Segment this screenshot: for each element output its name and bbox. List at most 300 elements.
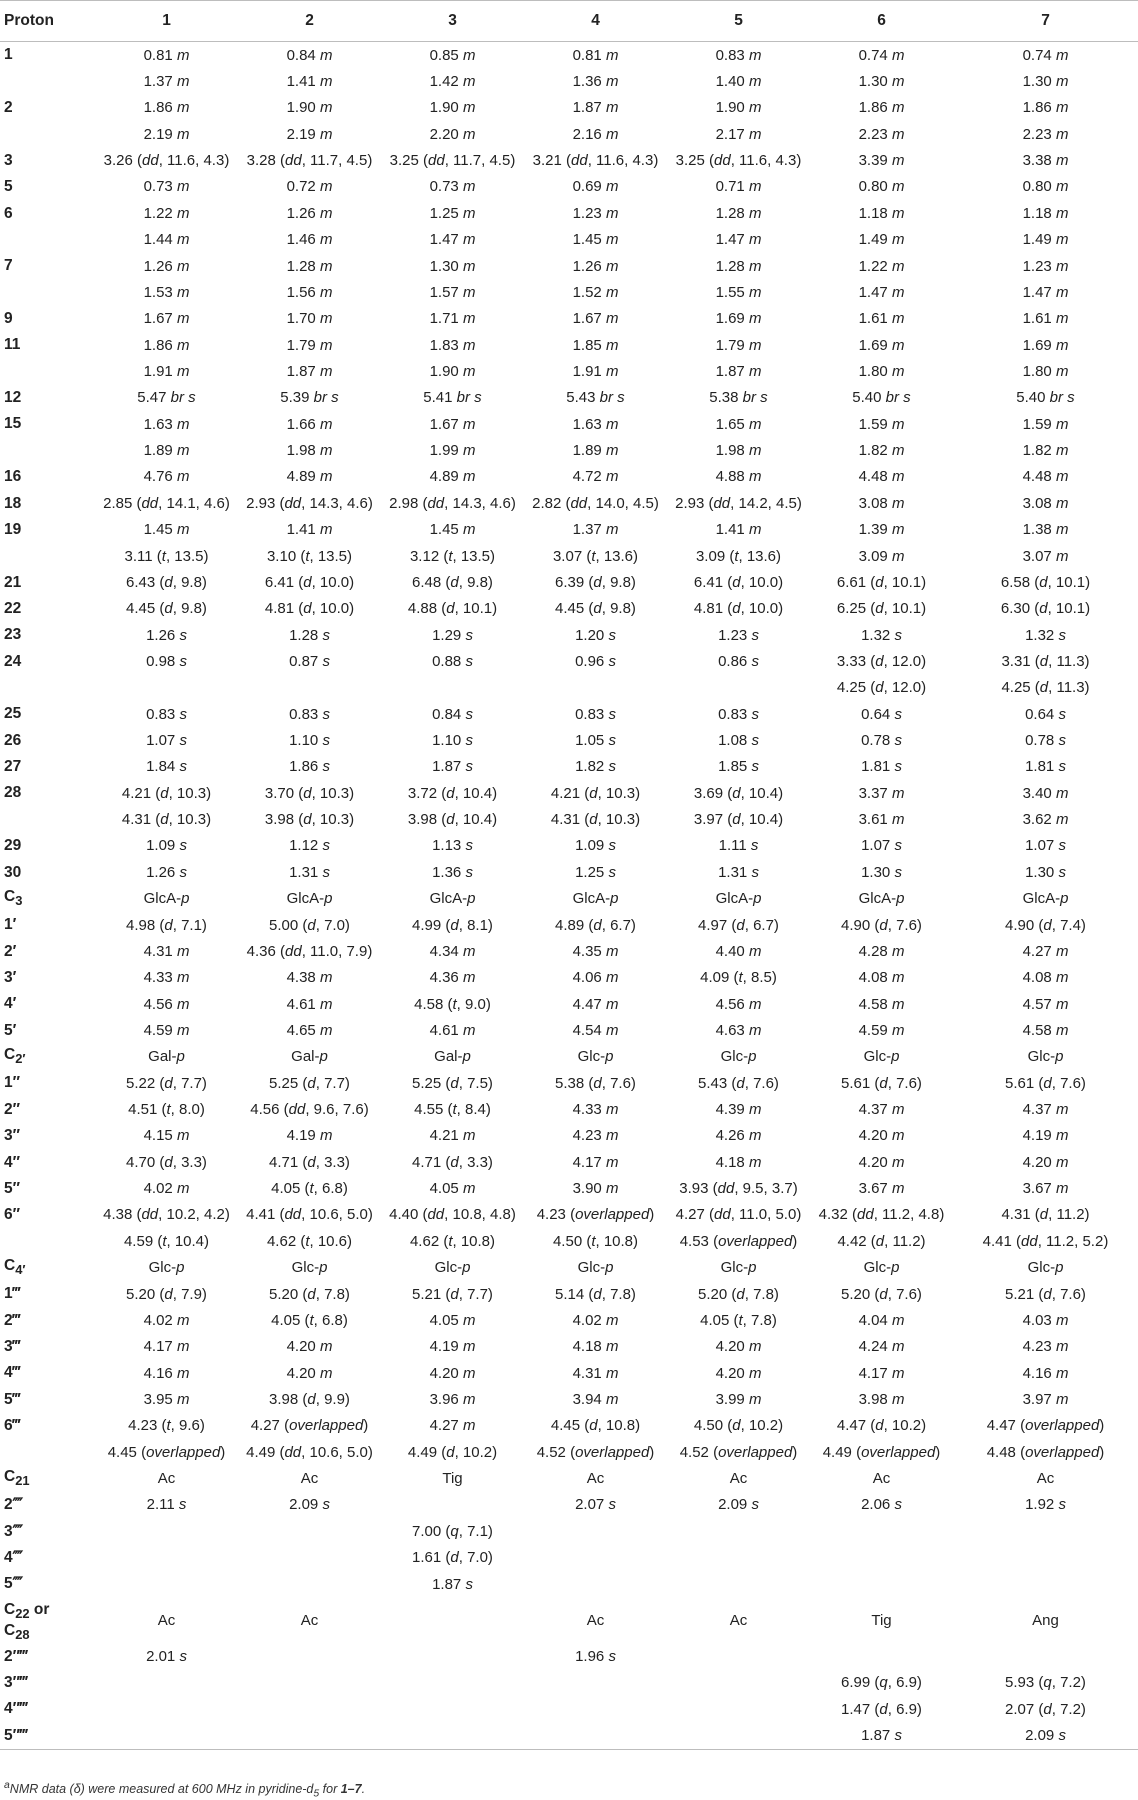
table-row — [0, 464, 1138, 490]
shift-cell: 2.16 m — [572, 125, 619, 143]
proton-label — [0, 1228, 95, 1254]
shift-cell: 3.08 m — [858, 494, 905, 512]
shift-cell: 1.20 s — [575, 626, 616, 644]
shift-cell: 2.93 (dd, 14.2, 4.5) — [675, 494, 802, 512]
shift-cell: 5.43 (d, 7.6) — [698, 1074, 779, 1092]
shift-cell: 6.48 (d, 9.8) — [412, 573, 493, 591]
shift-cell: 4.19 m — [1022, 1127, 1069, 1145]
proton-label: 21 — [4, 573, 22, 591]
proton-label: 5 — [4, 178, 13, 196]
shift-cell: 3.21 (dd, 11.6, 4.3) — [532, 152, 659, 170]
shift-cell: 5.93 (q, 7.2) — [1005, 1674, 1086, 1692]
shift-cell: 4.52 (overlapped) — [536, 1443, 655, 1461]
shift-cell: 4.05 m — [429, 1311, 476, 1329]
shift-cell: Ac — [300, 1470, 319, 1488]
shift-cell: 4.33 m — [572, 1101, 619, 1119]
shift-cell: 1.39 m — [858, 521, 905, 539]
shift-cell: 4.49 (dd, 10.6, 5.0) — [246, 1443, 373, 1461]
shift-cell — [953, 1643, 1138, 1669]
proton-label — [0, 121, 95, 147]
shift-cell: Glc-p — [577, 1259, 614, 1277]
footnote: $^a$NMR data (δ) were measured at 600 MHz in pyridine-$d_5$ for 1–7. — [4, 1780, 366, 1800]
shift-cell: 5.38 br s — [709, 389, 768, 407]
shift-cell: 1.31 s — [718, 863, 759, 881]
shift-cell: 4.36 (dd, 11.0, 7.9) — [246, 942, 373, 960]
table-row — [0, 516, 1138, 542]
shift-cell: 1.32 s — [861, 626, 902, 644]
shift-cell: 1.30 s — [861, 863, 902, 881]
shift-cell: 5.14 (d, 7.8) — [555, 1285, 636, 1303]
shift-cell: 1.69 m — [1022, 336, 1069, 354]
shift-cell: 4.48 m — [858, 468, 905, 486]
shift-cell: 3.95 m — [143, 1391, 190, 1408]
shift-cell: 2.01 s — [146, 1647, 187, 1665]
shift-cell: 1.65 m — [715, 415, 762, 433]
shift-cell — [95, 1669, 238, 1695]
shift-cell: 1.90 m — [286, 99, 333, 117]
shift-cell — [381, 1722, 524, 1749]
shift-cell: 5.20 (d, 7.6) — [841, 1285, 922, 1303]
shift-cell — [524, 1544, 667, 1570]
shift-cell: 2.20 m — [429, 125, 476, 143]
shift-cell — [953, 1518, 1138, 1544]
shift-cell: 1.82 m — [1022, 442, 1069, 460]
proton-label: 3‴ — [4, 1338, 21, 1356]
shift-cell: 1.57 m — [429, 283, 476, 301]
shift-cell — [238, 1643, 381, 1669]
shift-cell: 1.40 m — [715, 73, 762, 91]
shift-cell: 5.47 br s — [137, 389, 196, 407]
shift-cell: 1.79 m — [715, 336, 762, 354]
shift-cell: 1.90 m — [429, 362, 476, 380]
table-row — [0, 121, 1138, 147]
shift-cell: 5.61 (d, 7.6) — [1005, 1074, 1086, 1092]
shift-cell: 4.72 m — [572, 468, 619, 486]
shift-cell: 1.87 m — [286, 362, 333, 380]
shift-cell: 4.63 m — [715, 1021, 762, 1039]
shift-cell: 4.38 (dd, 10.2, 4.2) — [103, 1206, 230, 1224]
proton-label — [0, 675, 95, 701]
shift-cell: 4.24 m — [858, 1338, 905, 1356]
shift-cell: 4.31 m — [143, 942, 190, 960]
shift-cell: GlcA-p — [286, 890, 333, 908]
shift-cell: 0.71 m — [715, 178, 762, 196]
table-row — [0, 1070, 1138, 1096]
shift-cell: 4.45 (d, 9.8) — [126, 600, 207, 618]
shift-cell: 0.83 s — [575, 705, 616, 723]
proton-label: 4⁗ — [4, 1548, 23, 1566]
shift-cell: 4.02 m — [572, 1311, 619, 1329]
shift-cell: 3.72 (d, 10.4) — [407, 784, 498, 802]
shift-cell: 4.76 m — [143, 468, 190, 486]
shift-cell: 2.23 m — [1022, 125, 1069, 143]
shift-cell: Tig — [871, 1611, 892, 1629]
shift-cell: 4.97 (d, 6.7) — [698, 916, 779, 934]
proton-label — [0, 1439, 95, 1465]
shift-cell: 4.37 m — [1022, 1101, 1069, 1119]
shift-cell: 6.58 (d, 10.1) — [1000, 573, 1091, 591]
shift-cell: 0.74 m — [858, 46, 905, 64]
shift-cell: 3.67 m — [858, 1180, 905, 1198]
shift-cell: 2.09 s — [953, 1722, 1138, 1749]
shift-cell: 4.34 m — [429, 942, 476, 960]
shift-cell: 0.98 s — [146, 652, 187, 670]
shift-cell: 1.44 m — [143, 231, 190, 249]
shift-cell: 3.08 m — [1022, 494, 1069, 512]
shift-cell: 1.86 m — [143, 99, 190, 117]
shift-cell: 1.26 m — [143, 257, 190, 275]
shift-cell: 1.32 s — [1025, 626, 1066, 644]
shift-cell: 4.39 m — [715, 1101, 762, 1119]
shift-cell: 1.47 m — [1022, 283, 1069, 301]
shift-cell: 1.26 s — [146, 863, 187, 881]
shift-cell: 4.25 (d, 11.3) — [1001, 679, 1090, 697]
shift-cell: 4.27 m — [429, 1417, 476, 1435]
proton-label: 24 — [4, 652, 22, 670]
shift-cell: 1.67 m — [429, 415, 476, 433]
shift-cell: 1.46 m — [286, 231, 333, 249]
shift-cell: Ac — [157, 1470, 176, 1488]
shift-cell: 4.45 (d, 10.8) — [550, 1417, 641, 1435]
table-row — [0, 147, 1138, 173]
shift-cell: 1.84 s — [146, 758, 187, 776]
table-row — [0, 1544, 1138, 1570]
shift-cell: 2.93 (dd, 14.3, 4.6) — [246, 494, 373, 512]
proton-label: 1 — [4, 46, 13, 64]
shift-cell: 4.88 m — [715, 468, 762, 486]
shift-cell: 0.83 s — [146, 705, 187, 723]
proton-label: 1‴ — [4, 1285, 21, 1303]
shift-cell: 4.89 m — [429, 468, 476, 486]
shift-cell: 4.31 (d, 10.3) — [121, 811, 212, 829]
header-compound-4: 4 — [524, 1, 667, 42]
table-row — [0, 200, 1138, 226]
shift-cell: 4.41 (dd, 10.6, 5.0) — [246, 1206, 373, 1224]
shift-cell: 4.47 (overlapped) — [986, 1417, 1105, 1435]
shift-cell: 5.43 br s — [566, 389, 625, 407]
shift-cell: 4.35 m — [572, 942, 619, 960]
shift-cell: 1.13 s — [432, 837, 473, 855]
table-row — [0, 912, 1138, 938]
shift-cell — [810, 1544, 953, 1570]
shift-cell: 1.49 m — [858, 231, 905, 249]
shift-cell: 1.47 m — [715, 231, 762, 249]
shift-cell: 1.07 s — [1025, 837, 1066, 855]
shift-cell: 4.18 m — [572, 1338, 619, 1356]
proton-label: 30 — [4, 863, 22, 881]
proton-label: 26 — [4, 731, 22, 749]
shift-cell: 0.84 s — [432, 705, 473, 723]
shift-cell: 4.16 m — [143, 1364, 190, 1382]
shift-cell: 0.81 m — [143, 46, 190, 64]
shift-cell: 3.93 (dd, 9.5, 3.7) — [679, 1180, 798, 1198]
shift-cell: 0.64 s — [861, 705, 902, 723]
table-row — [0, 1360, 1138, 1386]
shift-cell: 1.92 s — [1025, 1496, 1066, 1514]
shift-cell: 1.08 s — [718, 732, 759, 750]
shift-cell: 1.23 m — [572, 204, 619, 222]
shift-cell: Ac — [300, 1611, 319, 1629]
shift-cell: 4.21 (d, 10.3) — [550, 784, 641, 802]
shift-cell: 1.55 m — [715, 283, 762, 301]
shift-cell: 2.85 (dd, 14.1, 4.6) — [103, 494, 230, 512]
shift-cell: 1.67 m — [572, 310, 619, 328]
shift-cell: 4.48 (overlapped) — [986, 1443, 1105, 1461]
shift-cell — [238, 1696, 381, 1722]
shift-cell: 1.85 m — [572, 336, 619, 354]
table-header — [0, 1, 1138, 42]
shift-cell: 4.89 (d, 6.7) — [555, 916, 636, 934]
shift-cell: 4.88 (d, 10.1) — [407, 600, 498, 618]
shift-cell: 3.69 (d, 10.4) — [693, 784, 784, 802]
shift-cell: 6.30 (d, 10.1) — [1000, 600, 1091, 618]
shift-cell: 5.40 br s — [1016, 389, 1075, 407]
shift-cell: 4.70 (d, 3.3) — [126, 1153, 207, 1171]
shift-cell — [667, 1722, 810, 1749]
shift-cell: 1.47 (d, 6.9) — [841, 1700, 922, 1718]
table-row — [0, 1017, 1138, 1043]
shift-cell: 4.59 (t, 10.4) — [123, 1232, 210, 1250]
table-row — [0, 1413, 1138, 1439]
shift-cell: 5.38 (d, 7.6) — [555, 1074, 636, 1092]
table-row — [0, 332, 1138, 358]
shift-cell: 1.22 m — [143, 204, 190, 222]
shift-cell: 4.20 m — [858, 1127, 905, 1145]
shift-cell: 4.56 m — [715, 995, 762, 1013]
shift-cell: 2.09 s — [718, 1496, 759, 1514]
proton-label: 16 — [4, 468, 22, 486]
shift-cell: 4.05 (t, 6.8) — [271, 1180, 348, 1198]
table-row — [0, 965, 1138, 991]
shift-cell: 3.10 (t, 13.5) — [266, 547, 353, 565]
shift-cell: 1.59 m — [858, 415, 905, 433]
table-row — [0, 833, 1138, 859]
shift-cell: 1.56 m — [286, 283, 333, 301]
shift-cell — [95, 675, 238, 701]
shift-cell: 1.28 m — [715, 257, 762, 275]
shift-cell: 4.20 m — [429, 1364, 476, 1382]
shift-cell: Ac — [729, 1470, 748, 1488]
shift-cell: 1.25 m — [429, 204, 476, 222]
shift-cell: 1.31 s — [289, 863, 330, 881]
shift-cell: 1.82 m — [858, 442, 905, 460]
shift-cell: 4.55 (t, 8.4) — [414, 1101, 491, 1119]
shift-cell: 3.62 m — [1022, 811, 1069, 829]
shift-cell: 4.09 (t, 8.5) — [700, 969, 777, 987]
shift-cell: 4.38 m — [286, 969, 333, 987]
table-row — [0, 569, 1138, 595]
shift-cell: Ac — [586, 1470, 605, 1488]
table-row — [0, 806, 1138, 832]
shift-cell: 3.99 m — [715, 1391, 762, 1408]
shift-cell: 4.49 (overlapped) — [822, 1443, 941, 1461]
shift-cell: 1.10 s — [289, 732, 330, 750]
proton-label: 3⁗ — [4, 1522, 23, 1540]
shift-cell: 4.05 m — [429, 1180, 476, 1198]
shift-cell: 1.61 m — [1022, 310, 1069, 328]
shift-cell: 1.66 m — [286, 415, 333, 433]
shift-cell: 1.89 m — [572, 442, 619, 460]
shift-cell: Gal-p — [291, 1048, 328, 1066]
shift-cell: Glc-p — [1027, 1048, 1064, 1066]
shift-cell: 0.80 m — [858, 178, 905, 196]
shift-cell: 1.96 s — [575, 1647, 616, 1665]
table-row — [0, 174, 1138, 200]
shift-cell: 4.15 m — [143, 1127, 190, 1145]
shift-cell: Glc-p — [863, 1259, 900, 1277]
shift-cell: 1.87 s — [432, 758, 473, 776]
shift-cell: GlcA-p — [572, 890, 619, 908]
header-compound-6: 6 — [810, 1, 953, 42]
shift-cell: 5.25 (d, 7.7) — [269, 1074, 350, 1092]
shift-cell — [810, 1518, 953, 1544]
shift-cell — [524, 1696, 667, 1722]
shift-cell: Glc-p — [148, 1259, 185, 1277]
shift-cell: 4.47 m — [572, 995, 619, 1013]
shift-cell: 4.90 (d, 7.6) — [841, 916, 922, 934]
table-row — [0, 886, 1138, 912]
shift-cell — [667, 1669, 810, 1695]
shift-cell: 4.03 m — [1022, 1311, 1069, 1329]
table-row — [0, 1696, 1138, 1722]
shift-cell: 0.78 s — [1025, 732, 1066, 750]
shift-cell: 6.41 (d, 10.0) — [264, 573, 355, 591]
shift-cell: 4.23 m — [572, 1127, 619, 1145]
proton-label: 2″ — [4, 1100, 21, 1118]
shift-cell: 1.86 m — [143, 336, 190, 354]
shift-cell: 3.97 (d, 10.4) — [693, 811, 784, 829]
shift-cell: 4.65 m — [286, 1021, 333, 1039]
shift-cell: Glc-p — [720, 1048, 757, 1066]
shift-cell: 1.61 (d, 7.0) — [412, 1549, 493, 1567]
shift-cell: 4.02 m — [143, 1311, 190, 1329]
shift-cell: Glc-p — [1027, 1259, 1064, 1277]
shift-cell: 5.20 (d, 7.8) — [698, 1285, 779, 1303]
proton-label: 11 — [4, 336, 21, 354]
shift-cell: 0.83 s — [289, 705, 330, 723]
shift-cell: 1.79 m — [286, 336, 333, 354]
proton-label — [0, 543, 95, 569]
shift-cell: 3.26 (dd, 11.6, 4.3) — [103, 152, 230, 170]
table-row — [0, 1255, 1138, 1281]
shift-cell: Ac — [872, 1470, 891, 1488]
proton-label — [0, 806, 95, 832]
shift-cell: GlcA-p — [143, 890, 190, 908]
shift-cell: 6.41 (d, 10.0) — [693, 573, 784, 591]
shift-cell: 1.90 m — [429, 99, 476, 117]
shift-cell: 4.08 m — [1022, 969, 1069, 987]
proton-label: 2″‴ — [4, 1647, 28, 1665]
header-compound-3: 3 — [381, 1, 524, 42]
shift-cell: 1.07 s — [861, 837, 902, 855]
shift-cell: 4.50 (t, 10.8) — [552, 1232, 639, 1250]
shift-cell: 1.82 s — [575, 758, 616, 776]
shift-cell: 0.69 m — [572, 178, 619, 196]
shift-cell: Glc-p — [434, 1259, 471, 1277]
shift-cell: 2.07 (d, 7.2) — [1005, 1700, 1086, 1718]
shift-cell: 2.23 m — [858, 125, 905, 143]
table-row — [0, 411, 1138, 437]
shift-cell: 4.02 m — [143, 1180, 190, 1198]
proton-label: 5⁗ — [4, 1575, 23, 1593]
proton-label: 4″‴ — [4, 1700, 28, 1718]
shift-cell: 4.61 m — [429, 1021, 476, 1039]
shift-cell: 4.50 (d, 10.2) — [693, 1417, 784, 1435]
shift-cell: 4.58 m — [858, 995, 905, 1013]
shift-cell: 1.89 m — [143, 442, 190, 460]
shift-cell: 4.06 m — [572, 969, 619, 987]
shift-cell: 0.85 m — [429, 46, 476, 64]
shift-cell: 4.05 (t, 7.8) — [700, 1311, 777, 1329]
proton-label: 25 — [4, 705, 22, 723]
shift-cell: 1.28 m — [715, 204, 762, 222]
shift-cell: 4.33 m — [143, 969, 190, 987]
shift-cell — [381, 1669, 524, 1695]
proton-label: 1″ — [4, 1074, 21, 1092]
shift-cell: 1.30 s — [1025, 863, 1066, 881]
shift-cell: 3.11 (t, 13.5) — [124, 547, 209, 565]
shift-cell: 6.25 (d, 10.1) — [836, 600, 927, 618]
shift-cell — [238, 1669, 381, 1695]
shift-cell: Gal-p — [148, 1048, 185, 1066]
proton-label: $C_{22}$ or $C_{28}$ — [4, 1601, 50, 1643]
shift-cell — [238, 675, 381, 701]
shift-cell: 4.52 (overlapped) — [679, 1443, 798, 1461]
shift-cell — [381, 1696, 524, 1722]
shift-cell: 5.21 (d, 7.7) — [412, 1285, 493, 1303]
shift-cell: GlcA-p — [858, 890, 905, 908]
shift-cell: 4.28 m — [858, 942, 905, 960]
table-row — [0, 437, 1138, 463]
shift-cell: 6.39 (d, 9.8) — [555, 573, 636, 591]
shift-cell: 4.45 (overlapped) — [107, 1443, 226, 1461]
shift-cell: 4.17 m — [143, 1338, 190, 1356]
table-row — [0, 1571, 1138, 1597]
proton-label — [0, 279, 95, 305]
shift-cell: 4.27 m — [1022, 942, 1069, 960]
table-row — [0, 490, 1138, 516]
proton-label — [0, 68, 95, 94]
shift-cell: 1.12 s — [289, 837, 330, 855]
table-row — [0, 1643, 1138, 1669]
shift-cell: 3.28 (dd, 11.7, 4.5) — [246, 152, 373, 170]
shift-cell: 2.11 s — [146, 1496, 187, 1514]
table-row — [0, 754, 1138, 780]
shift-cell: 1.11 s — [718, 837, 759, 855]
shift-cell: 2.17 m — [715, 125, 762, 143]
table-row — [0, 1175, 1138, 1201]
table-row — [0, 1202, 1138, 1228]
shift-cell: 4.42 (d, 11.2) — [837, 1232, 926, 1250]
shift-cell: 1.22 m — [858, 257, 905, 275]
shift-cell: Ac — [729, 1611, 748, 1629]
shift-cell: 1.87 s — [810, 1722, 953, 1749]
shift-cell: 1.85 s — [718, 758, 759, 776]
shift-cell: 1.36 m — [572, 73, 619, 91]
shift-cell: 1.91 m — [143, 362, 190, 380]
proton-label: 4‴ — [4, 1364, 21, 1382]
shift-cell: 1.18 m — [858, 204, 905, 222]
shift-cell: 2.19 m — [143, 125, 190, 143]
table-row — [0, 859, 1138, 885]
shift-cell: 1.38 m — [1022, 521, 1069, 539]
shift-cell: 4.81 (d, 10.0) — [264, 600, 355, 618]
shift-cell: 4.40 m — [715, 942, 762, 960]
shift-cell: 0.81 m — [572, 46, 619, 64]
shift-cell: 1.86 s — [289, 758, 330, 776]
shift-cell: 1.81 s — [861, 758, 902, 776]
shift-cell — [95, 1696, 238, 1722]
